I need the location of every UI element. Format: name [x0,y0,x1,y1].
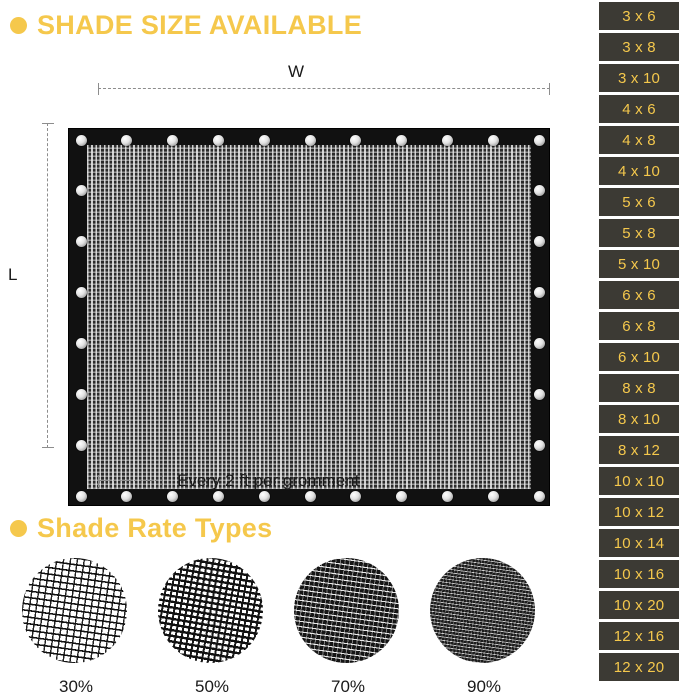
grommet-icon [396,135,407,146]
size-option-chip[interactable]: 10 x 14 [599,529,679,557]
shade-rate-list [22,558,582,697]
size-option-chip[interactable]: 4 x 10 [599,157,679,185]
grommet-icon [488,135,499,146]
grommet-icon [76,491,87,502]
bullet-dot-icon [10,520,27,537]
grommet-icon [350,135,361,146]
shade-rate-swatch [294,558,399,663]
grommet-icon [213,135,224,146]
grommet-spacing-line [98,480,163,482]
size-option-chip[interactable]: 8 x 10 [599,405,679,433]
size-option-chip[interactable]: 5 x 8 [599,219,679,247]
grommet-spacing-note [98,471,359,491]
grommet-icon [76,338,87,349]
size-option-chip[interactable]: 3 x 10 [599,64,679,92]
size-option-chip[interactable]: 12 x 16 [599,622,679,650]
grommet-icon [534,185,545,196]
size-option-list [599,0,679,698]
shade-rate-swatch [430,558,535,663]
grommet-icon [442,491,453,502]
shade-rate-item [430,558,538,697]
size-option-chip[interactable]: 8 x 12 [599,436,679,464]
shade-rate-item [22,558,130,697]
size-option-chip[interactable]: 3 x 6 [599,2,679,30]
shade-size-heading [10,10,362,41]
grommet-icon [76,287,87,298]
grommet-icon [167,491,178,502]
grommet-icon [534,236,545,247]
size-option-chip[interactable]: 6 x 8 [599,312,679,340]
size-option-chip[interactable]: 10 x 12 [599,498,679,526]
size-option-chip[interactable]: 3 x 8 [599,33,679,61]
shade-rate-heading-label: Shade Rate Types [37,513,273,543]
grommet-icon [259,491,270,502]
size-option-chip[interactable]: 10 x 10 [599,467,679,495]
grommet-icon [305,135,316,146]
grommet-icon [442,135,453,146]
size-option-chip[interactable]: 8 x 8 [599,374,679,402]
shade-rate-label: 70% [330,677,366,696]
grommet-icon [121,491,132,502]
shade-rate-label: 90% [466,677,502,696]
length-dimension-label: L [8,265,18,284]
size-option-chip[interactable]: 10 x 20 [599,591,679,619]
tarp-diagram [0,55,600,505]
grommet-icon [76,135,87,146]
size-option-chip[interactable]: 6 x 10 [599,343,679,371]
grommet-icon [76,185,87,196]
shade-size-heading-label: SHADE SIZE AVAILABLE [37,10,363,40]
grommet-icon [396,491,407,502]
size-option-chip[interactable]: 12 x 20 [599,653,679,681]
size-option-chip[interactable]: 6 x 6 [599,281,679,309]
grommet-icon [534,389,545,400]
shade-rate-swatch [158,558,263,663]
bullet-dot-icon [10,17,27,34]
grommet-icon [534,135,545,146]
grommet-spacing-label: Every 2 ft per gromment [177,471,360,490]
shade-rate-item [294,558,402,697]
grommet-icon [534,440,545,451]
grommet-icon [167,135,178,146]
size-option-chip[interactable]: 4 x 8 [599,126,679,154]
grommet-icon [350,491,361,502]
shade-rate-heading [10,513,272,544]
tarp-mesh-fabric [87,145,531,489]
grommet-icon [76,389,87,400]
length-dimension-line [47,123,49,448]
shade-rate-swatch [22,558,127,663]
grommet-icon [213,491,224,502]
shade-rate-label: 50% [194,677,230,696]
grommet-icon [76,440,87,451]
grommet-icon [305,491,316,502]
grommet-icon [488,491,499,502]
size-option-chip[interactable]: 5 x 10 [599,250,679,278]
size-option-chip[interactable]: 4 x 6 [599,95,679,123]
shade-tarp-illustration [68,128,550,506]
shade-rate-label: 30% [58,677,94,696]
grommet-icon [534,287,545,298]
grommet-icon [76,236,87,247]
width-dimension-line [98,88,550,90]
grommet-icon [121,135,132,146]
grommet-icon [534,491,545,502]
shade-rate-item [158,558,266,697]
width-dimension-label: W [288,62,305,81]
grommet-icon [534,338,545,349]
size-option-chip[interactable]: 10 x 16 [599,560,679,588]
grommet-icon [259,135,270,146]
size-option-chip[interactable]: 5 x 6 [599,188,679,216]
